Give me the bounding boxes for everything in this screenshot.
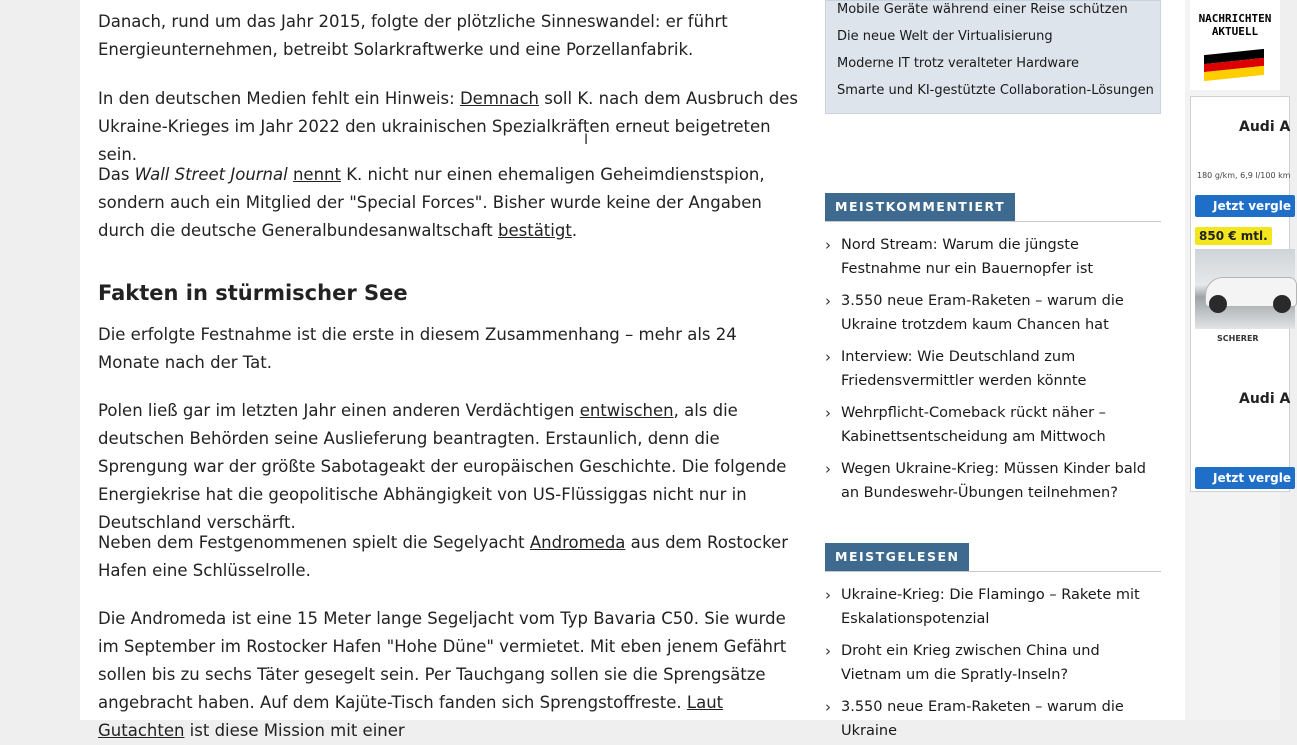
paragraph: [98, 321, 798, 377]
paragraph-text: Die Andromeda ist eine 15 Meter lange Segeljacht vom Typ Bavaria C50. Sie wurde im September im Rostocker Hafen "Hohe Düne" vermietet. Mit eben jenem Gefährt sollen bis zu sechs Täter gesegelt sein. Per Tauchgang sollen sie die Sprengsätze angebracht haben. Auf dem Kajüte-Tisch fanden sich Sprengstoffreste.: [98, 609, 787, 712]
most-commented-item[interactable]: [825, 345, 1161, 393]
most-commented-header: [825, 193, 1161, 222]
paragraph-text: Neben dem Festgenommenen spielt die Segelyacht: [98, 533, 530, 552]
sponsored-link[interactable]: Smarte und KI-gestützte Collaboration-Lösungen: [837, 83, 1154, 98]
link-laut-gutachten[interactable]: Laut Gutachten: [98, 693, 724, 740]
ad-compare-button[interactable]: Jetzt vergle: [1195, 195, 1295, 217]
most-read-label: MEISTGELESEN: [825, 543, 969, 571]
car-image: [1195, 249, 1295, 329]
paragraph-text: In den deutschen Medien fehlt ein Hinweis:: [98, 89, 460, 108]
paragraph-text: , als die deutschen Behörden seine Auslieferung beantragten. Erstaunlich, denn die Sprengung war der größte Sabotageakt der europäischen Geschichte. Die folgende Energiekrise hat die geopolitische Abhängigkeit von US-Flüssiggas nicht nur in Deutschland verschärft.: [98, 401, 787, 532]
chevron-right-icon: ›: [825, 586, 831, 604]
list-item-text: Interview: Wie Deutschland zum Friedensvermittler werden könnte: [841, 349, 1087, 389]
list-item-text: 3.550 neue Eram-Raketen – warum die Ukraine trotzdem kaum Chancen hat: [841, 293, 1124, 333]
paragraph: [98, 161, 798, 245]
link-bestaetigt[interactable]: bestätigt: [498, 221, 572, 240]
paragraph-text: Danach, rund um das Jahr 2015, folgte der plötzliche Sinneswandel: er führt Energieunternehmen, betreibt Solarkraftwerke und eine Porzellanfabrik.: [98, 12, 728, 59]
most-read-header: [825, 543, 1161, 572]
ad-compare-button[interactable]: Jetzt vergle: [1195, 467, 1295, 489]
sponsored-link[interactable]: Moderne IT trotz veralteter Hardware: [837, 56, 1080, 71]
most-commented-item[interactable]: [825, 289, 1161, 337]
list-item-text: Wehrpflicht-Comeback rückt näher – Kabinettsentscheidung am Mittwoch: [841, 405, 1106, 445]
ad-specs: 180 g/km, 6,9 l/100 km: [1197, 171, 1291, 180]
most-commented-item[interactable]: [825, 457, 1161, 505]
most-read-item[interactable]: [825, 695, 1161, 743]
car-advertisement[interactable]: [1190, 96, 1290, 492]
paragraph: [98, 529, 798, 585]
paragraph: [98, 8, 798, 64]
paragraph: [98, 605, 798, 745]
link-entwischen[interactable]: entwischen: [579, 401, 674, 420]
sponsored-link[interactable]: Mobile Geräte während einer Reise schützen: [837, 2, 1128, 17]
paragraph-text: K. nicht nur einen ehemaligen Geheimdienstspion, sondern auch ein Mitglied der "Special Forces". Bisher wurde keine der Angaben durch die deutsche Generalbundesanwaltschaft: [98, 165, 765, 240]
link-andromeda[interactable]: Andromeda: [529, 533, 626, 552]
chevron-right-icon: ›: [825, 348, 831, 366]
paragraph: [98, 397, 798, 537]
list-item-text: Droht ein Krieg zwischen China und Vietnam um die Spratly-Inseln?: [841, 643, 1100, 683]
most-commented-item[interactable]: [825, 233, 1161, 281]
list-item-text: Ukraine-Krieg: Die Flamingo – Rakete mit Eskalationspotenzial: [841, 587, 1140, 627]
ad-brand-title: Audi A: [1239, 119, 1291, 135]
page-content: [80, 0, 1185, 740]
ad-brand-title: Audi A: [1239, 391, 1291, 407]
most-commented-item[interactable]: [825, 401, 1161, 449]
most-commented-label: MEISTKOMMENTIERT: [825, 193, 1015, 221]
text-cursor-icon: I: [584, 132, 589, 148]
channel-logo: [1190, 0, 1280, 90]
paragraph-text: Die erfolgte Festnahme ist die erste in diesem Zusammenhang – mehr als 24 Monate nach der Tat.: [98, 325, 737, 372]
most-read-item[interactable]: [825, 639, 1161, 687]
most-read-item[interactable]: [825, 583, 1161, 631]
list-item-text: Nord Stream: Warum die jüngste Festnahme nur ein Bauernopfer ist: [841, 237, 1094, 277]
link-nennt[interactable]: nennt: [292, 165, 341, 184]
list-item-text: Wegen Ukraine-Krieg: Müssen Kinder bald an Bundeswehr-Übungen teilnehmen?: [841, 461, 1146, 501]
german-flag-icon: [1204, 49, 1264, 81]
chevron-right-icon: ›: [825, 460, 831, 478]
paragraph-text: soll K. nach dem Ausbruch des Ukraine-Krieges im Jahr 2022 den ukrainischen Spezialkräften erneut beigetreten sein.: [98, 89, 798, 164]
sponsored-links-box: [825, 0, 1161, 114]
section-heading: Fakten in stürmischer See: [98, 281, 408, 305]
paragraph-text: aus dem Rostocker Hafen eine Schlüsselrolle.: [98, 533, 788, 580]
paragraph: [98, 85, 798, 169]
ad-price-badge: 850 € mtl.: [1195, 227, 1272, 245]
chevron-right-icon: ›: [825, 236, 831, 254]
sponsored-link[interactable]: Die neue Welt der Virtualisierung: [837, 29, 1053, 44]
chevron-right-icon: ›: [825, 404, 831, 422]
chevron-right-icon: ›: [825, 642, 831, 660]
paragraph-text: Das: [98, 165, 135, 184]
logo-text-line1: NACHRICHTEN: [1198, 12, 1272, 25]
link-demnach[interactable]: Demnach: [459, 89, 539, 108]
list-item-text: 3.550 neue Eram-Raketen – warum die Ukraine: [841, 699, 1124, 739]
chevron-right-icon: ›: [825, 292, 831, 310]
paragraph-text: .: [571, 221, 578, 240]
publication-name: Wall Street Journal: [134, 165, 288, 184]
paragraph-text: Polen ließ gar im letzten Jahr einen anderen Verdächtigen: [98, 401, 580, 420]
chevron-right-icon: ›: [825, 698, 831, 716]
logo-text-line2: AKTUELL: [1211, 25, 1259, 38]
ad-dealer-logo: SCHERER: [1217, 334, 1259, 343]
paragraph-text: ist diese Mission mit einer: [184, 721, 405, 740]
